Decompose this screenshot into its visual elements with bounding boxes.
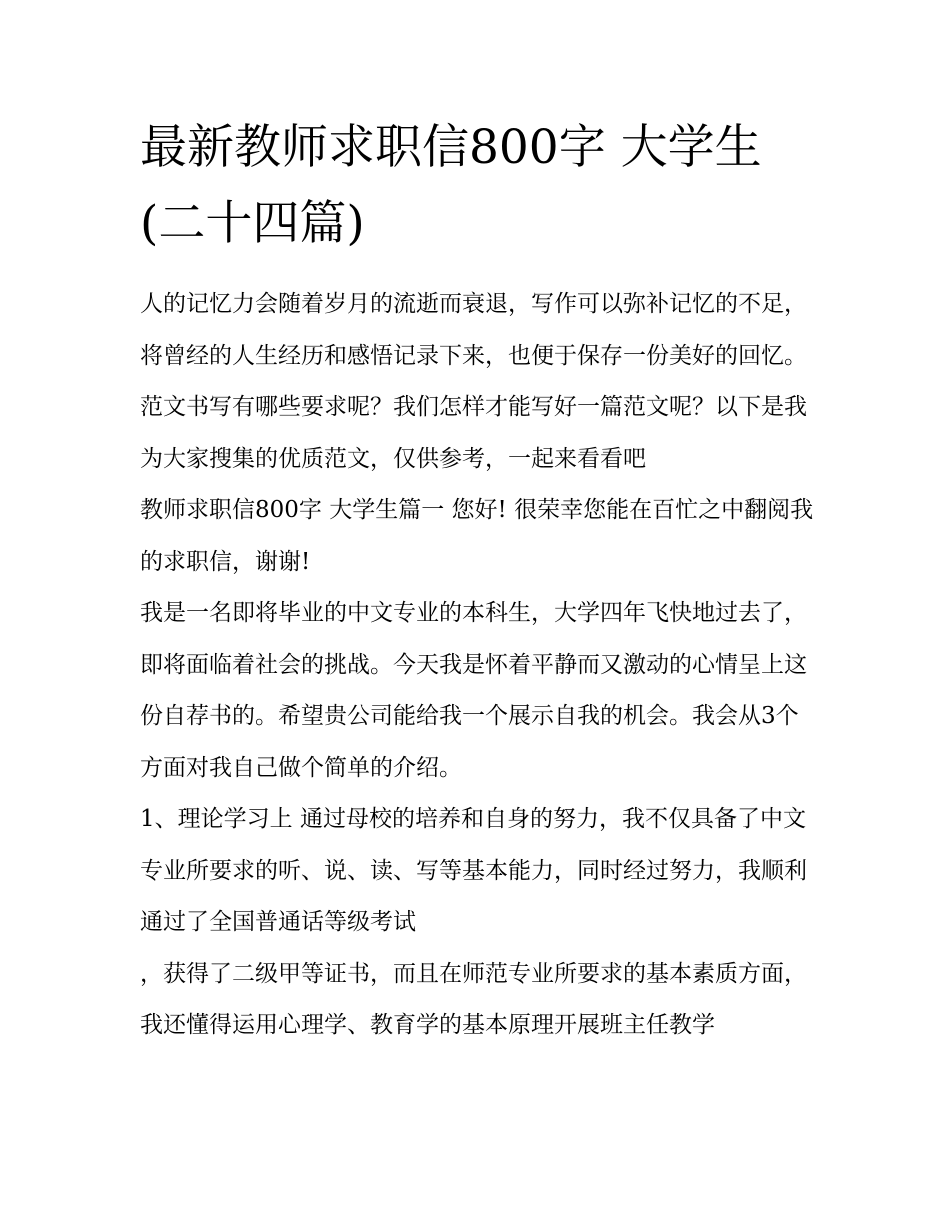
document-title xyxy=(140,110,820,262)
title-line-1: 最新教师求职信800字 大学生 xyxy=(140,120,762,175)
document-body xyxy=(140,279,820,1052)
paragraph-greeting: 教师求职信800字 大学生篇一 您好! 很荣幸您能在百忙之中翻阅我的求职信，谢谢! xyxy=(140,497,814,575)
paragraph-intro: 人的记忆力会随着岁月的流逝而衰退，写作可以弥补记忆的不足，将曾经的人生经历和感悟记录下来，也便于保存一份美好的回忆。范文书写有哪些要求呢？我们怎样才能写好一篇范文呢？以下是我为大家搜集的优质范文，仅供参考，一起来看看吧 xyxy=(140,291,807,472)
title-line-2: (二十四篇) xyxy=(140,196,365,251)
paragraph-self-intro: 我是一名即将毕业的中文专业的本科生，大学四年飞快地过去了，即将面临着社会的挑战。今天我是怀着平静而又激动的心情呈上这份自荐书的。希望贵公司能给我一个展示自我的机会。我会从3个方面对我自己做个简单的介绍。 xyxy=(140,600,807,781)
paragraph-theory-study: 1、理论学习上 通过母校的培养和自身的努力，我不仅具备了中文专业所要求的听、说、读、写等基本能力，同时经过努力，我顺利通过了全国普通话等级考试 xyxy=(140,806,807,935)
paragraph-certificate: ，获得了二级甲等证书，而且在师范专业所要求的基本素质方面，我还懂得运用心理学、教育学的基本原理开展班主任教学 xyxy=(140,960,807,1038)
